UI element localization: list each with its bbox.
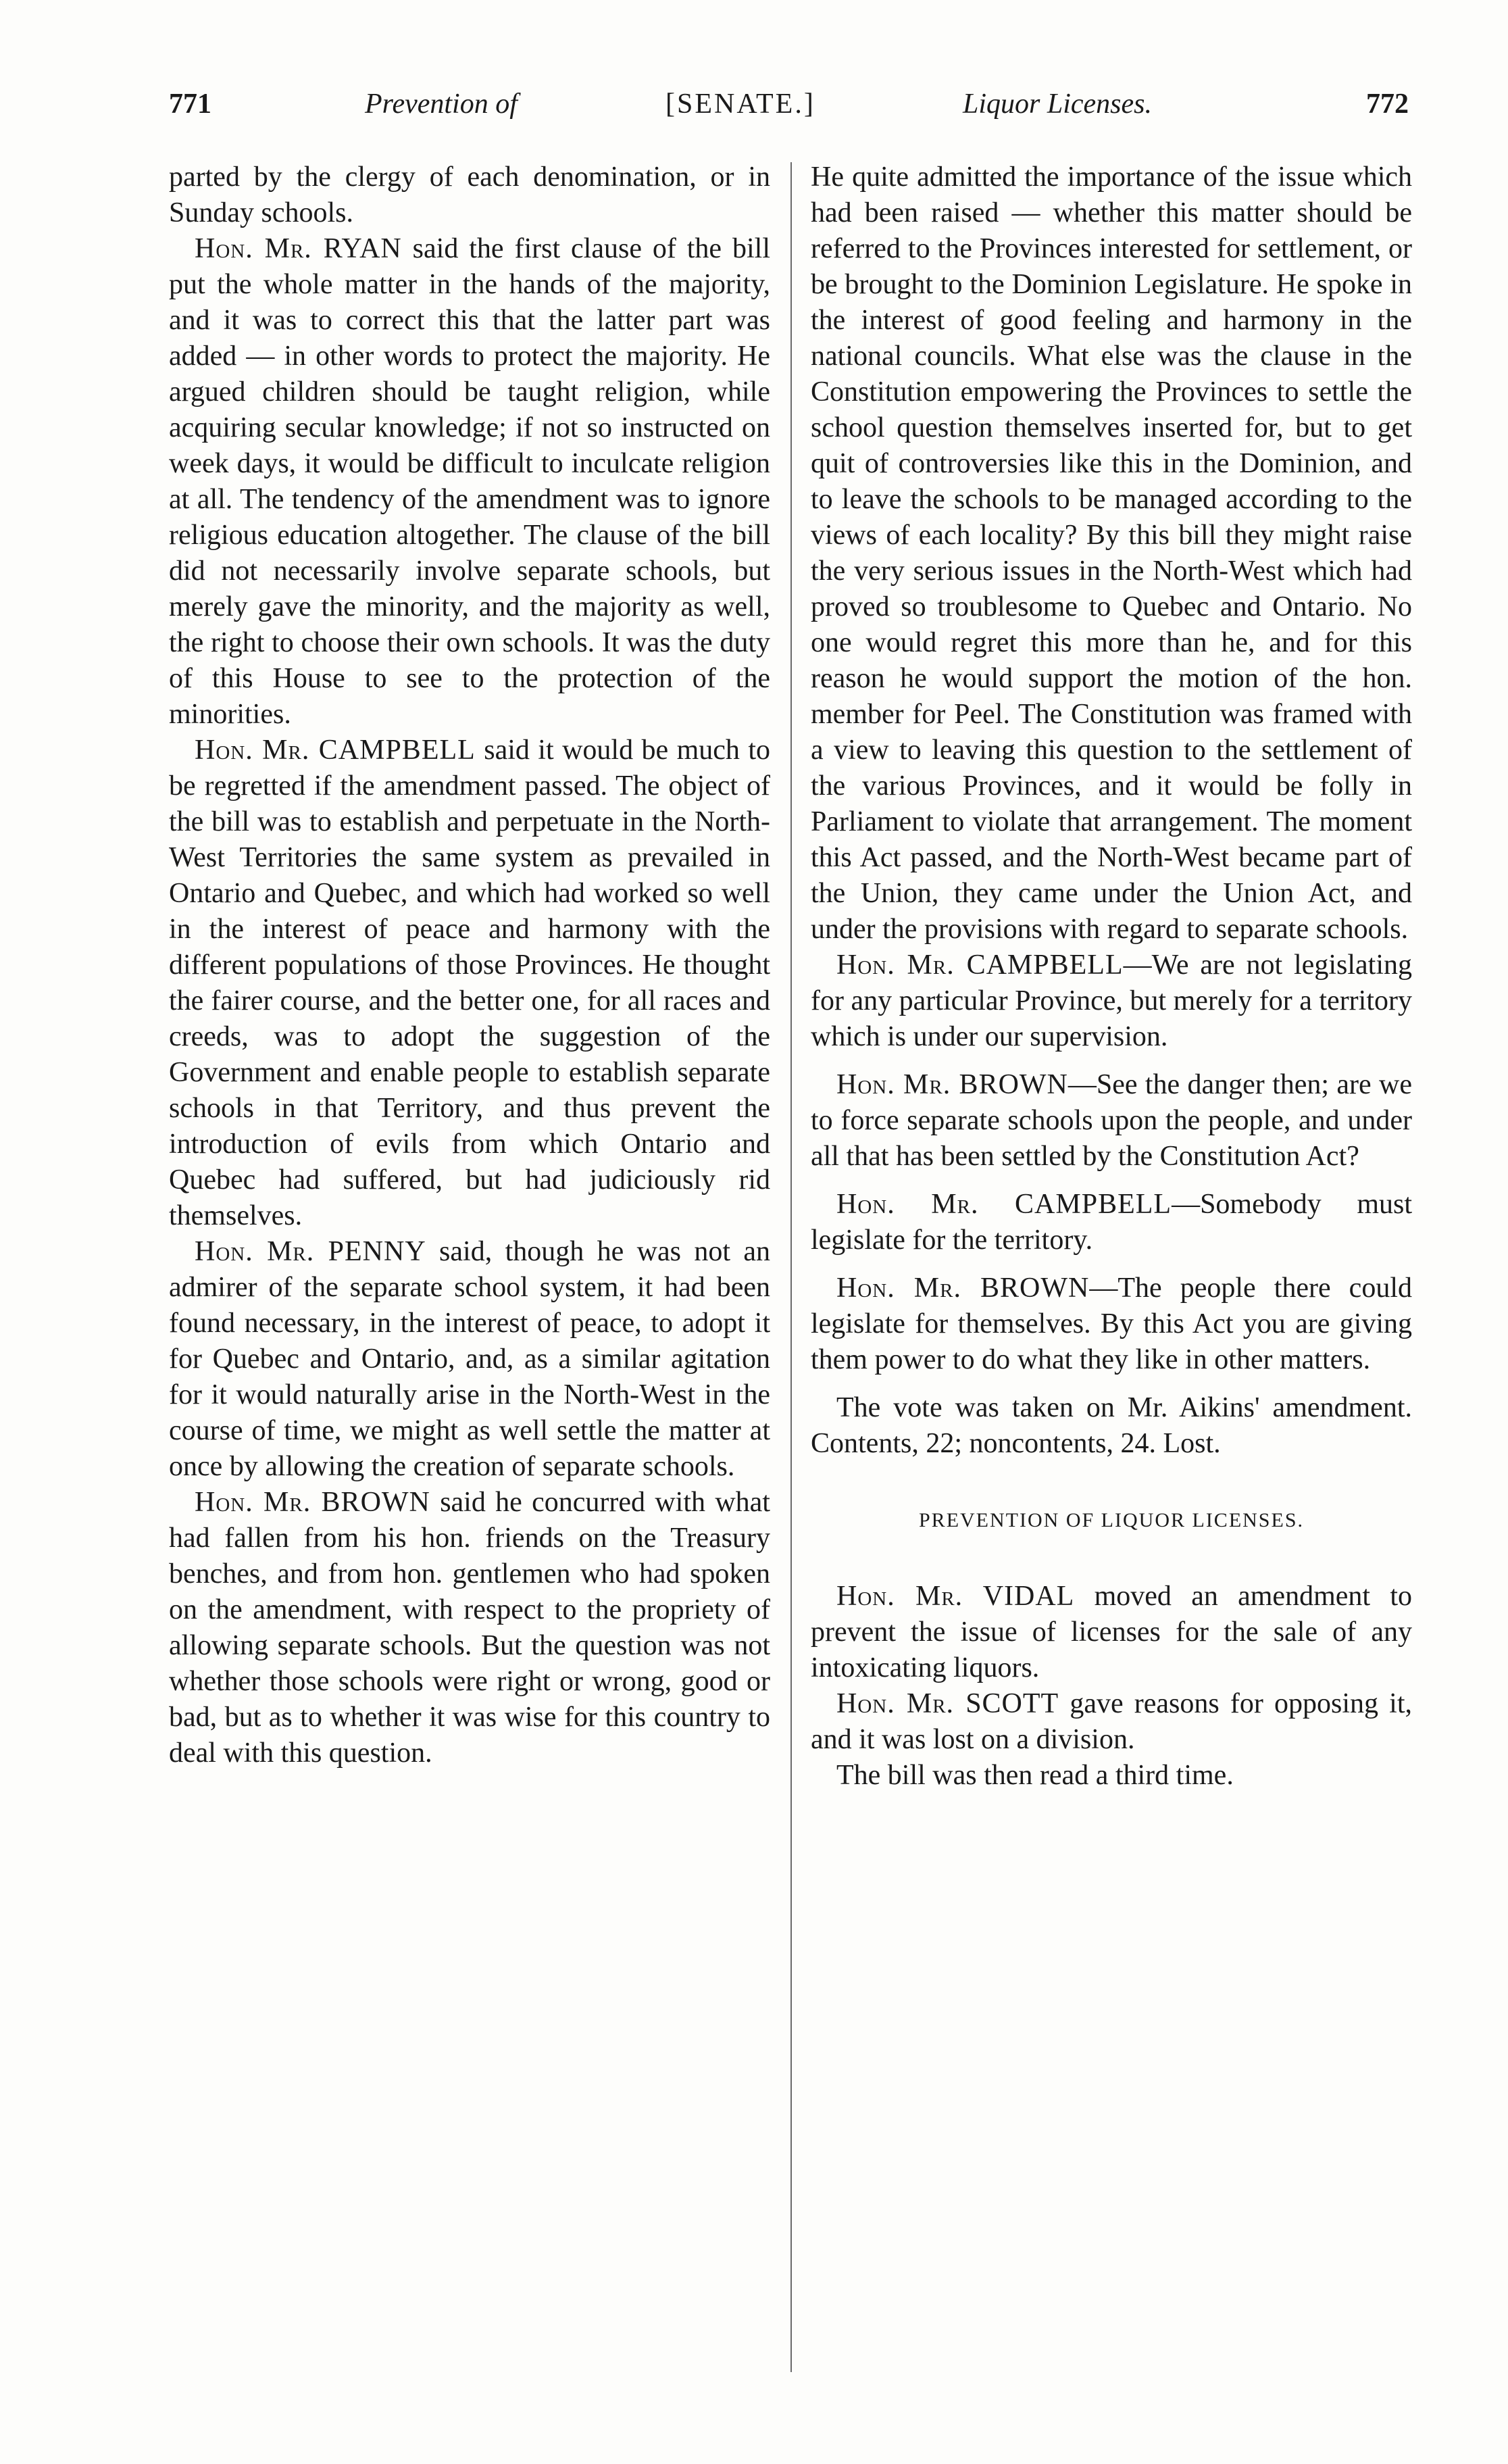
- speaker-name: Hon. Mr. PENNY: [195, 1236, 426, 1267]
- chamber-label: [SENATE.]: [665, 89, 815, 120]
- speaker-name: Hon. Mr. CAMPBELL: [836, 950, 1124, 981]
- paragraph-text: The vote was taken on Mr. Aikins' amendment. Contents, 22; noncontents, 24. Lost.: [811, 1392, 1412, 1459]
- paragraph-text: —The people there could legislate for themselves. By this Act you are giving them power to do what they like in other matters.: [811, 1273, 1412, 1375]
- paragraph-text: said, though he was not an admirer of the separate school system, it had been found necessary, in the interest of peace, to adopt it for Quebec and Ontario, and, as a similar agitation for it would naturally arise in the North-West in the course of time, we might as well settle the matter at once by allowing the creation of separate schools.: [169, 1236, 771, 1482]
- paragraph: [811, 947, 1412, 1055]
- paragraph: [811, 1067, 1412, 1175]
- speaker-name: Hon. Mr. CAMPBELL: [836, 1189, 1172, 1220]
- speaker-name: Hon. Mr. BROWN: [195, 1487, 430, 1518]
- paragraph: [169, 231, 770, 733]
- paragraph: [811, 1686, 1412, 1758]
- paragraph-text: moved an amendment to prevent the issue of licenses for the sale of any intoxicating liquors.: [811, 1581, 1413, 1683]
- paragraph: [169, 159, 770, 231]
- paragraph: [811, 1390, 1412, 1462]
- speaker-name: Hon. Mr. BROWN: [836, 1069, 1068, 1100]
- paragraph: [811, 1758, 1412, 1794]
- speaker-name: Hon. Mr. VIDAL: [836, 1581, 1075, 1612]
- right-column: [811, 159, 1412, 1794]
- paragraph-text: —Somebody must legislate for the territory.: [811, 1189, 1412, 1256]
- paragraph-text: gave reasons for opposing it, and it was lost on a division.: [811, 1688, 1412, 1755]
- right-running-title: Liquor Licenses.: [963, 89, 1153, 120]
- paragraph-text: parted by the clergy of each denomination, or in Sunday schools.: [169, 162, 770, 228]
- paragraph: [169, 733, 770, 1234]
- paragraph: [169, 1234, 770, 1485]
- speaker-name: Hon. Mr. SCOTT: [836, 1688, 1059, 1719]
- paragraph: [811, 1579, 1412, 1686]
- left-page-number: 771: [169, 89, 211, 120]
- paragraph: [169, 1485, 770, 1771]
- paragraph-text: said the first clause of the bill put the whole matter in the hands of the majority, and it was to correct this that the latter part was added — in other words to protect the majority. He argued children should be taught religion, while acquiring secular knowledge; if not so instructed on week days, it would be difficult to inculcate religion at all. The tendency of the amendment was to ignore religious education altogether. The clause of the bill did not necessarily involve separate schools, but merely gave the minority, and the majority as well, the right to choose their own schools. It was the duty of this House to see to the protection of the minorities.: [169, 233, 770, 730]
- paragraph-text: said it would be much to be regretted if the amendment passed. The object of the bill was to establish and perpetuate in the North-West Territories the same system as prevailed in Ontario and Quebec, and which had worked so well in the interest of peace and harmony with the different populations of those Provinces. He thought the fairer course, and the better one, for all races and creeds, was to adopt the suggestion of the Government and enable people to establish separate schools in that Territory, and thus prevent the introduction of evils from which Ontario and Quebec had suffered, but had judiciously rid themselves.: [169, 735, 770, 1231]
- paragraph-text: said he concurred with what had fallen from his hon. friends on the Treasury benches, and from hon. gentlemen who had spoken on the amendment, with respect to the propriety of allowing separate schools. But the question was not whether those schools were right or wrong, good or bad, but as to whether it was wise for this country to deal with this question.: [169, 1487, 770, 1769]
- right-page-number: 772: [1366, 89, 1409, 120]
- left-column: [169, 159, 770, 1771]
- paragraph-text: He quite admitted the importance of the issue which had been raised — whether this matter should be referred to the Provinces interested for settlement, or be brought to the Dominion Legislature. He spoke in the interest of good feeling and harmony in the national councils. What else was the clause in the Constitution empowering the Provinces to settle the school question themselves inserted for, but to get quit of controversies like this in the Dominion, and to leave the schools to be managed according to the views of each locality? By this bill they might raise the very serious issues in the North-West which had proved so troublesome to Quebec and Ontario. No one would regret this more than he, and for this reason he would support the motion of the hon. member for Peel. The Constitution was framed with a view to leaving this question to the settlement of the various Provinces, and it would be folly in Parliament to violate that arrangement. The moment this Act passed, and the North-West became part of the Union, they came under the Union Act, and under the provisions with regard to separate schools.: [811, 162, 1412, 945]
- paragraph: [811, 1187, 1412, 1258]
- paragraph-text: —See the danger then; are we to force separate schools upon the people, and under all that has been settled by the Constitution Act?: [811, 1069, 1412, 1172]
- paragraph-text: —We are not legislating for any particular Province, but merely for a territory which is under our supervision.: [811, 950, 1412, 1052]
- page-header: [169, 88, 1409, 142]
- paragraph: [811, 1271, 1412, 1378]
- paragraph: [811, 159, 1412, 947]
- speaker-name: Hon. Mr. CAMPBELL: [195, 735, 476, 766]
- left-running-title: Prevention of: [365, 89, 518, 120]
- speaker-name: Hon. Mr. RYAN: [195, 233, 402, 264]
- speaker-name: Hon. Mr. BROWN: [836, 1273, 1090, 1304]
- paragraph-text: The bill was then read a third time.: [836, 1760, 1234, 1791]
- section-heading: PREVENTION OF LIQUOR LICENSES.: [919, 1509, 1304, 1531]
- column-divider: [790, 162, 792, 2372]
